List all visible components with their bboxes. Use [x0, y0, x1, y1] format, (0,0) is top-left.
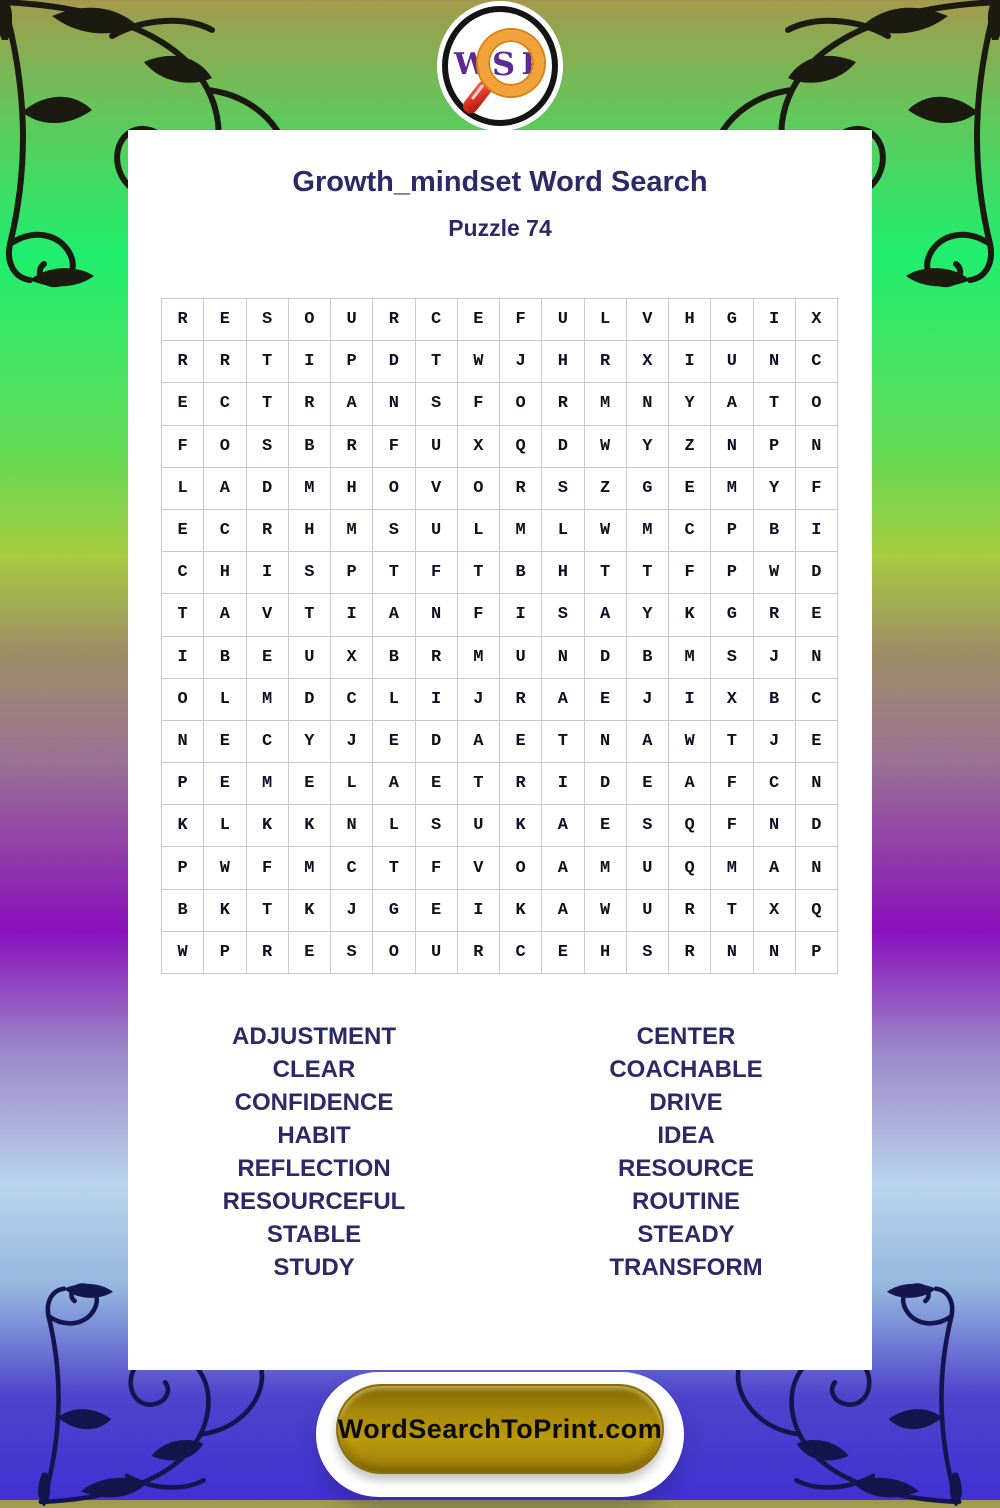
grid-cell: C	[796, 341, 838, 383]
grid-cell: R	[331, 426, 373, 468]
grid-cell: E	[289, 932, 331, 974]
grid-cell: V	[416, 468, 458, 510]
grid-cell: E	[796, 594, 838, 636]
grid-cell: B	[162, 890, 204, 932]
grid-cell: S	[542, 594, 584, 636]
grid-cell: P	[331, 552, 373, 594]
grid-cell: E	[373, 721, 415, 763]
grid-cell: N	[627, 383, 669, 425]
grid-cell: N	[796, 426, 838, 468]
grid-cell: N	[796, 637, 838, 679]
grid-cell: G	[627, 468, 669, 510]
grid-cell: F	[247, 847, 289, 889]
grid-cell: R	[542, 383, 584, 425]
grid-cell: E	[204, 721, 246, 763]
grid-cell: S	[627, 932, 669, 974]
grid-cell: P	[331, 341, 373, 383]
grid-cell: M	[500, 510, 542, 552]
word-grid	[161, 298, 839, 974]
grid-cell: F	[162, 426, 204, 468]
grid-cell: W	[754, 552, 796, 594]
grid-cell: N	[754, 932, 796, 974]
grid-cell: S	[331, 932, 373, 974]
grid-cell: O	[500, 847, 542, 889]
grid-cell: B	[500, 552, 542, 594]
grid-cell: X	[711, 679, 753, 721]
grid-cell: W	[162, 932, 204, 974]
grid-cell: J	[754, 637, 796, 679]
grid-cell: M	[458, 637, 500, 679]
grid-cell: J	[331, 890, 373, 932]
grid-cell: M	[289, 468, 331, 510]
grid-cell: I	[247, 552, 289, 594]
grid-cell: R	[754, 594, 796, 636]
grid-cell: I	[669, 341, 711, 383]
word-list-left-column	[128, 1020, 500, 1284]
grid-cell: F	[458, 594, 500, 636]
grid-cell: I	[289, 341, 331, 383]
grid-cell: H	[542, 341, 584, 383]
grid-cell: R	[204, 341, 246, 383]
grid-cell: Q	[500, 426, 542, 468]
grid-cell: I	[458, 890, 500, 932]
grid-cell: M	[711, 468, 753, 510]
grid-cell: S	[373, 510, 415, 552]
grid-cell: T	[289, 594, 331, 636]
grid-cell: B	[627, 637, 669, 679]
grid-cell: N	[754, 341, 796, 383]
grid-cell: I	[500, 594, 542, 636]
grid-cell: U	[331, 299, 373, 341]
grid-cell: R	[500, 468, 542, 510]
word-list	[128, 1020, 872, 1284]
grid-cell: Y	[627, 426, 669, 468]
grid-cell: N	[711, 932, 753, 974]
grid-cell: L	[162, 468, 204, 510]
grid-cell: P	[711, 510, 753, 552]
grid-cell: K	[500, 890, 542, 932]
grid-cell: A	[373, 594, 415, 636]
grid-cell: I	[796, 510, 838, 552]
grid-cell: S	[542, 468, 584, 510]
word-item: REFLECTION	[237, 1155, 391, 1182]
grid-cell: M	[711, 847, 753, 889]
grid-cell: J	[500, 341, 542, 383]
grid-cell: L	[204, 805, 246, 847]
grid-cell: B	[289, 426, 331, 468]
word-item: STABLE	[266, 1221, 362, 1248]
grid-cell: T	[458, 763, 500, 805]
grid-cell: M	[247, 679, 289, 721]
page-title: Growth_mindset Word Search	[292, 166, 708, 198]
grid-cell: W	[585, 510, 627, 552]
footer-pill	[316, 1372, 684, 1497]
grid-cell: D	[542, 426, 584, 468]
grid-cell: H	[669, 299, 711, 341]
grid-cell: A	[669, 763, 711, 805]
grid-cell: O	[289, 299, 331, 341]
grid-cell: K	[162, 805, 204, 847]
grid-cell: N	[754, 805, 796, 847]
grid-cell: P	[711, 552, 753, 594]
grid-cell: O	[204, 426, 246, 468]
grid-cell: A	[754, 847, 796, 889]
grid-cell: W	[585, 890, 627, 932]
grid-cell: E	[162, 383, 204, 425]
word-item: TRANSFORM	[609, 1254, 763, 1281]
grid-cell: A	[627, 721, 669, 763]
grid-cell: Y	[669, 383, 711, 425]
grid-cell: R	[669, 890, 711, 932]
grid-cell: F	[458, 383, 500, 425]
grid-cell: F	[416, 552, 458, 594]
grid-cell: I	[542, 763, 584, 805]
grid-cell: V	[627, 299, 669, 341]
grid-cell: A	[711, 383, 753, 425]
grid-cell: I	[754, 299, 796, 341]
grid-cell: A	[373, 763, 415, 805]
grid-cell: E	[204, 763, 246, 805]
word-list-right-column	[500, 1020, 872, 1284]
grid-cell: T	[585, 552, 627, 594]
grid-cell: E	[204, 299, 246, 341]
grid-cell: U	[416, 932, 458, 974]
grid-cell: T	[711, 890, 753, 932]
puzzle-number: Puzzle 74	[448, 215, 552, 241]
grid-cell: E	[247, 637, 289, 679]
grid-cell: E	[585, 805, 627, 847]
grid-cell: U	[542, 299, 584, 341]
grid-cell: C	[331, 847, 373, 889]
grid-cell: U	[416, 510, 458, 552]
grid-cell: F	[416, 847, 458, 889]
grid-cell: K	[500, 805, 542, 847]
grid-cell: Q	[796, 890, 838, 932]
grid-cell: G	[711, 299, 753, 341]
grid-cell: I	[669, 679, 711, 721]
site-link-button[interactable]	[336, 1384, 664, 1474]
grid-cell: E	[796, 721, 838, 763]
wsp-logo	[442, 6, 558, 126]
grid-cell: C	[204, 383, 246, 425]
grid-cell: T	[754, 383, 796, 425]
grid-cell: E	[458, 299, 500, 341]
grid-cell: B	[373, 637, 415, 679]
word-item: DRIVE	[649, 1089, 723, 1116]
grid-cell: R	[585, 341, 627, 383]
word-item: CONFIDENCE	[234, 1089, 394, 1116]
grid-cell: C	[331, 679, 373, 721]
grid-cell: U	[416, 426, 458, 468]
grid-cell: X	[331, 637, 373, 679]
grid-cell: R	[373, 299, 415, 341]
grid-cell: S	[627, 805, 669, 847]
grid-cell: N	[416, 594, 458, 636]
grid-cell: J	[627, 679, 669, 721]
grid-cell: O	[162, 679, 204, 721]
grid-cell: S	[289, 552, 331, 594]
grid-cell: W	[669, 721, 711, 763]
grid-cell: P	[162, 763, 204, 805]
grid-cell: J	[458, 679, 500, 721]
logo-letter-s: S	[492, 45, 516, 83]
grid-cell: U	[458, 805, 500, 847]
grid-cell: T	[373, 552, 415, 594]
grid-cell: T	[247, 341, 289, 383]
grid-cell: T	[162, 594, 204, 636]
grid-cell: X	[754, 890, 796, 932]
grid-cell: R	[500, 679, 542, 721]
grid-cell: M	[669, 637, 711, 679]
grid-cell: V	[247, 594, 289, 636]
word-item: ROUTINE	[632, 1188, 740, 1215]
grid-cell: R	[669, 932, 711, 974]
grid-cell: X	[458, 426, 500, 468]
word-item: STEADY	[637, 1221, 735, 1248]
grid-cell: K	[204, 890, 246, 932]
grid-cell: O	[373, 468, 415, 510]
grid-cell: T	[711, 721, 753, 763]
grid-cell: H	[585, 932, 627, 974]
grid-cell: S	[416, 383, 458, 425]
grid-cell: D	[585, 763, 627, 805]
grid-cell: A	[204, 594, 246, 636]
word-item: RESOURCE	[617, 1155, 755, 1182]
grid-cell: C	[754, 763, 796, 805]
grid-cell: P	[796, 932, 838, 974]
grid-cell: I	[331, 594, 373, 636]
grid-cell: H	[204, 552, 246, 594]
grid-cell: O	[500, 383, 542, 425]
grid-cell: T	[373, 847, 415, 889]
grid-cell: C	[796, 679, 838, 721]
grid-cell: N	[373, 383, 415, 425]
grid-cell: R	[247, 932, 289, 974]
grid-cell: V	[458, 847, 500, 889]
grid-cell: L	[204, 679, 246, 721]
grid-cell: F	[711, 763, 753, 805]
grid-cell: U	[627, 890, 669, 932]
word-item: COACHABLE	[609, 1056, 763, 1083]
grid-cell: W	[585, 426, 627, 468]
grid-cell: M	[289, 847, 331, 889]
grid-cell: F	[500, 299, 542, 341]
grid-cell: I	[416, 679, 458, 721]
grid-cell: D	[373, 341, 415, 383]
puzzle-card	[128, 130, 872, 1370]
grid-cell: U	[627, 847, 669, 889]
grid-cell: E	[627, 763, 669, 805]
grid-cell: R	[162, 299, 204, 341]
grid-cell: W	[204, 847, 246, 889]
site-link-label: WordSearchToPrint.com	[337, 1413, 663, 1444]
grid-cell: U	[289, 637, 331, 679]
grid-cell: M	[247, 763, 289, 805]
wsp-logo-inner	[448, 12, 552, 120]
grid-cell: K	[289, 890, 331, 932]
grid-cell: R	[162, 341, 204, 383]
grid-cell: R	[289, 383, 331, 425]
grid-cell: T	[458, 552, 500, 594]
grid-cell: B	[204, 637, 246, 679]
grid-cell: J	[331, 721, 373, 763]
grid-cell: T	[247, 890, 289, 932]
grid-cell: D	[416, 721, 458, 763]
grid-cell: L	[373, 679, 415, 721]
grid-cell: U	[711, 341, 753, 383]
grid-cell: I	[162, 637, 204, 679]
grid-cell: N	[711, 426, 753, 468]
grid-cell: E	[289, 763, 331, 805]
grid-cell: N	[796, 763, 838, 805]
grid-cell: T	[416, 341, 458, 383]
grid-cell: Y	[627, 594, 669, 636]
logo-letter-p: P	[521, 47, 544, 82]
grid-cell: R	[500, 763, 542, 805]
grid-cell: P	[162, 847, 204, 889]
grid-cell: D	[247, 468, 289, 510]
word-item: RESOURCEFUL	[222, 1188, 406, 1215]
grid-cell: P	[204, 932, 246, 974]
grid-cell: K	[669, 594, 711, 636]
grid-cell: U	[500, 637, 542, 679]
grid-cell: A	[331, 383, 373, 425]
grid-cell: C	[500, 932, 542, 974]
grid-cell: N	[796, 847, 838, 889]
grid-cell: B	[754, 510, 796, 552]
grid-cell: A	[585, 594, 627, 636]
grid-cell: N	[585, 721, 627, 763]
grid-cell: L	[458, 510, 500, 552]
word-item: CENTER	[636, 1023, 736, 1050]
grid-cell: N	[162, 721, 204, 763]
grid-cell: C	[669, 510, 711, 552]
grid-cell: F	[669, 552, 711, 594]
grid-cell: L	[331, 763, 373, 805]
grid-cell: M	[585, 383, 627, 425]
grid-cell: S	[416, 805, 458, 847]
grid-cell: H	[331, 468, 373, 510]
grid-cell: P	[754, 426, 796, 468]
grid-cell: N	[331, 805, 373, 847]
grid-cell: Q	[669, 847, 711, 889]
grid-cell: X	[796, 299, 838, 341]
grid-cell: Q	[669, 805, 711, 847]
grid-cell: T	[247, 383, 289, 425]
grid-cell: F	[373, 426, 415, 468]
grid-cell: T	[542, 721, 584, 763]
grid-cell: R	[458, 932, 500, 974]
grid-cell: C	[416, 299, 458, 341]
grid-cell: X	[627, 341, 669, 383]
grid-cell: A	[458, 721, 500, 763]
grid-cell: G	[373, 890, 415, 932]
grid-cell: O	[373, 932, 415, 974]
word-item: HABIT	[277, 1122, 351, 1149]
word-item: ADJUSTMENT	[231, 1023, 396, 1050]
grid-cell: C	[162, 552, 204, 594]
grid-cell: F	[796, 468, 838, 510]
grid-cell: Y	[289, 721, 331, 763]
grid-cell: E	[162, 510, 204, 552]
logo-letter-w: W	[454, 47, 488, 82]
grid-cell: E	[416, 890, 458, 932]
grid-cell: S	[247, 299, 289, 341]
grid-cell: F	[711, 805, 753, 847]
grid-cell: B	[754, 679, 796, 721]
grid-cell: M	[627, 510, 669, 552]
grid-cell: T	[627, 552, 669, 594]
grid-cell: A	[542, 847, 584, 889]
grid-cell: W	[458, 341, 500, 383]
grid-cell: Y	[754, 468, 796, 510]
grid-cell: O	[458, 468, 500, 510]
grid-cell: K	[247, 805, 289, 847]
grid-cell: Z	[585, 468, 627, 510]
grid-cell: R	[416, 637, 458, 679]
grid-cell: A	[542, 890, 584, 932]
grid-cell: R	[247, 510, 289, 552]
grid-cell: D	[796, 552, 838, 594]
grid-cell: E	[500, 721, 542, 763]
grid-cell: O	[796, 383, 838, 425]
grid-cell: C	[247, 721, 289, 763]
grid-cell: E	[585, 679, 627, 721]
grid-cell: N	[542, 637, 584, 679]
grid-cell: S	[711, 637, 753, 679]
grid-cell: D	[289, 679, 331, 721]
grid-cell: E	[542, 932, 584, 974]
grid-cell: M	[585, 847, 627, 889]
grid-cell: L	[542, 510, 584, 552]
grid-cell: Z	[669, 426, 711, 468]
grid-cell: D	[796, 805, 838, 847]
grid-cell: G	[711, 594, 753, 636]
grid-cell: A	[204, 468, 246, 510]
grid-cell: K	[289, 805, 331, 847]
grid-cell: E	[669, 468, 711, 510]
grid-cell: J	[754, 721, 796, 763]
grid-cell: A	[542, 679, 584, 721]
grid-cell: S	[247, 426, 289, 468]
grid-cell: A	[542, 805, 584, 847]
grid-cell: D	[585, 637, 627, 679]
grid-cell: L	[373, 805, 415, 847]
grid-cell: H	[289, 510, 331, 552]
grid-cell: H	[542, 552, 584, 594]
word-item: STUDY	[273, 1254, 355, 1281]
word-item: IDEA	[657, 1122, 715, 1149]
grid-cell: M	[331, 510, 373, 552]
grid-cell: L	[585, 299, 627, 341]
grid-cell: E	[416, 763, 458, 805]
grid-cell: C	[204, 510, 246, 552]
word-item: CLEAR	[272, 1056, 356, 1083]
